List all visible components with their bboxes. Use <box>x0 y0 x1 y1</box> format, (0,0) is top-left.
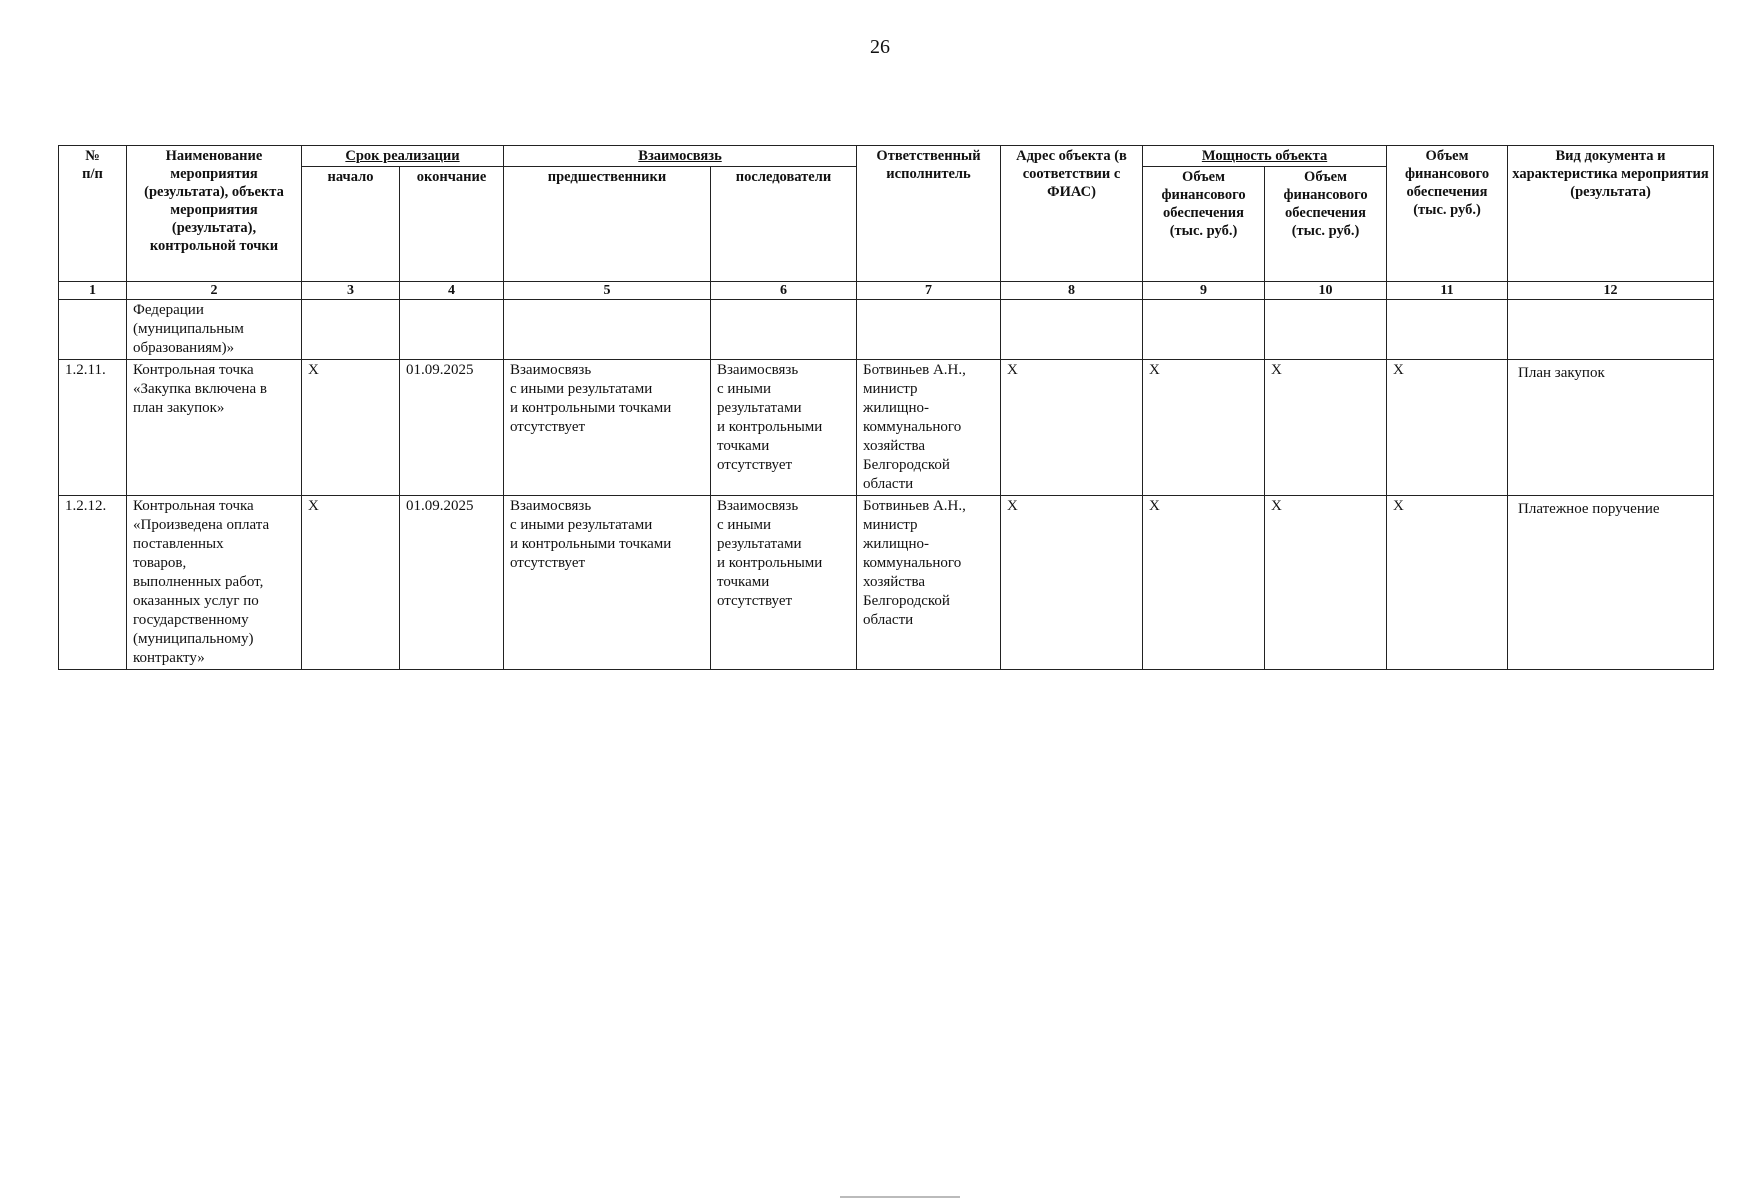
cell-address: X <box>1001 496 1143 670</box>
cell-empty <box>711 300 857 360</box>
header-doc: Вид документа и характеристика мероприятия (результата) <box>1508 146 1714 282</box>
header-relation: Взаимосвязь <box>504 146 857 167</box>
header-end: окончание <box>400 167 504 282</box>
cell-doc: План закупок <box>1508 360 1714 496</box>
scan-artifact-line <box>840 1196 960 1198</box>
cell-name: Контрольная точка «Произведена оплата поставленных товаров, выполненных работ, оказанных услуг по государственному (муниципальному) контракту» <box>127 496 302 670</box>
header-name: Наименование мероприятия (результата), объекта мероприятия (результата), контрольной точки <box>127 146 302 282</box>
cell-empty <box>1143 300 1265 360</box>
cell-name: Федерации (муниципальным образованиям)» <box>127 300 302 360</box>
cell-empty <box>1265 300 1387 360</box>
page-number: 26 <box>870 36 890 58</box>
cell-fin-b: X <box>1265 360 1387 496</box>
header-responsible: Ответственный исполнитель <box>857 146 1001 282</box>
cell-address: X <box>1001 360 1143 496</box>
cell-start: X <box>302 360 400 496</box>
cell-fin-total: X <box>1387 496 1508 670</box>
column-number: 3 <box>302 282 400 300</box>
cell-fin-b: X <box>1265 496 1387 670</box>
cell-name: Контрольная точка «Закупка включена в план закупок» <box>127 360 302 496</box>
header-fin-b: Объем финансового обеспечения (тыс. руб.) <box>1265 167 1387 282</box>
header-num: № п/п <box>59 146 127 282</box>
header-period: Срок реализации <box>302 146 504 167</box>
cell-start: X <box>302 496 400 670</box>
column-number: 10 <box>1265 282 1387 300</box>
table-header <box>59 146 1714 282</box>
column-number: 1 <box>59 282 127 300</box>
cell-num: 1.2.12. <box>59 496 127 670</box>
header-successors: последователи <box>711 167 857 282</box>
cell-fin-a: X <box>1143 496 1265 670</box>
column-number: 11 <box>1387 282 1508 300</box>
cell-fin-total: X <box>1387 360 1508 496</box>
cell-empty <box>504 300 711 360</box>
cell-predecessors: Взаимосвязь с иными результатами и контрольными точками отсутствует <box>504 496 711 670</box>
cell-num: 1.2.11. <box>59 360 127 496</box>
cell-successors: Взаимосвязь с иными результатами и контрольными точками отсутствует <box>711 360 857 496</box>
cell-empty <box>59 300 127 360</box>
header-predecessors: предшественники <box>504 167 711 282</box>
cell-end: 01.09.2025 <box>400 496 504 670</box>
cell-doc: Платежное поручение <box>1508 496 1714 670</box>
cell-empty <box>302 300 400 360</box>
header-address: Адрес объекта (в соответствии с ФИАС) <box>1001 146 1143 282</box>
column-number: 7 <box>857 282 1001 300</box>
column-number: 6 <box>711 282 857 300</box>
header-capacity: Мощность объекта <box>1143 146 1387 167</box>
header-fin-total: Объем финансового обеспечения (тыс. руб.) <box>1387 146 1508 282</box>
cell-empty <box>1508 300 1714 360</box>
table-row-continuation <box>59 300 1714 360</box>
header-start: начало <box>302 167 400 282</box>
cell-end: 01.09.2025 <box>400 360 504 496</box>
column-number: 9 <box>1143 282 1265 300</box>
cell-empty <box>400 300 504 360</box>
cell-responsible: Ботвиньев А.Н., министр жилищно- коммунального хозяйства Белгородской области <box>857 360 1001 496</box>
cell-successors: Взаимосвязь с иными результатами и контрольными точками отсутствует <box>711 496 857 670</box>
column-number: 4 <box>400 282 504 300</box>
column-number: 2 <box>127 282 302 300</box>
cell-empty <box>857 300 1001 360</box>
cell-fin-a: X <box>1143 360 1265 496</box>
table-row <box>59 496 1714 670</box>
column-number-row <box>59 282 1714 300</box>
table-row <box>59 360 1714 496</box>
plan-table <box>58 145 1714 670</box>
cell-responsible: Ботвиньев А.Н., министр жилищно- коммунального хозяйства Белгородской области <box>857 496 1001 670</box>
cell-empty <box>1387 300 1508 360</box>
header-fin-a: Объем финансового обеспечения (тыс. руб.) <box>1143 167 1265 282</box>
column-number: 12 <box>1508 282 1714 300</box>
cell-predecessors: Взаимосвязь с иными результатами и контрольными точками отсутствует <box>504 360 711 496</box>
cell-empty <box>1001 300 1143 360</box>
column-number: 5 <box>504 282 711 300</box>
column-number: 8 <box>1001 282 1143 300</box>
